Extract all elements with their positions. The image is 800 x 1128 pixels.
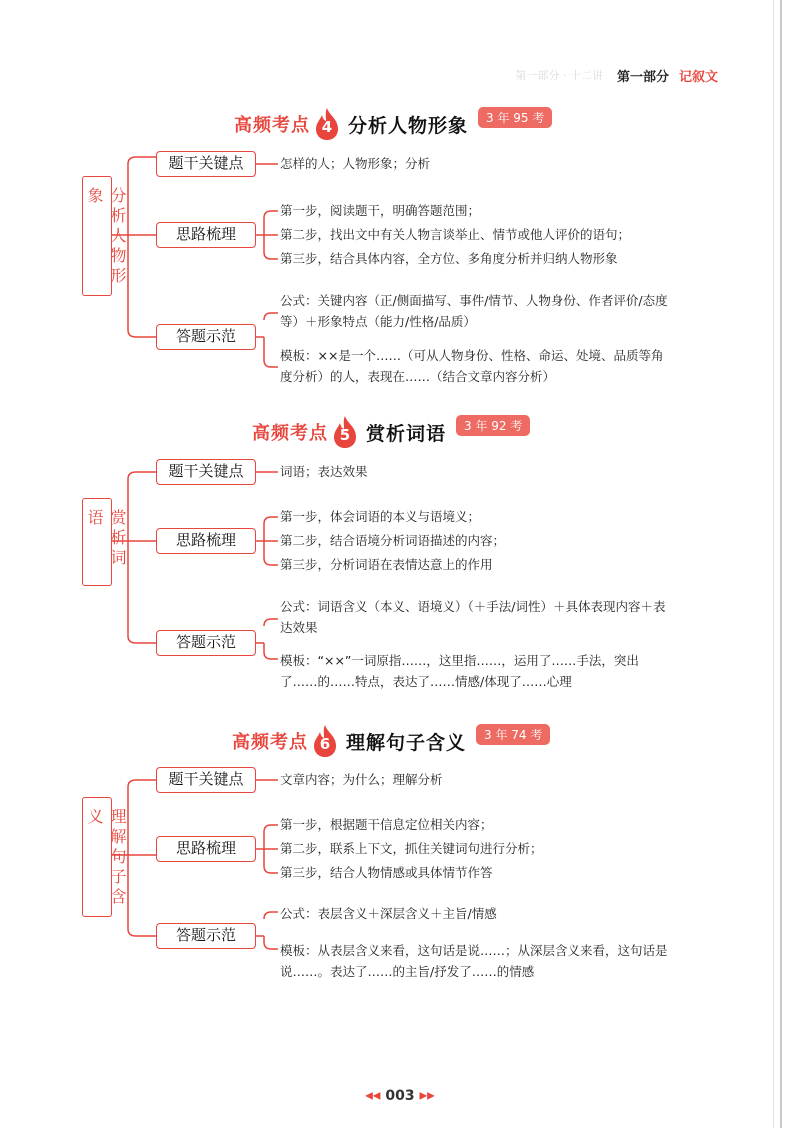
step-3: 第三步，分析词语在表情达意上的作用 <box>280 557 493 572</box>
key-text: 怎样的人；人物形象；分析 <box>280 156 431 171</box>
point-number: 4 <box>321 118 333 136</box>
step-1: 第一步，根据题干信息定位相关内容； <box>280 817 493 832</box>
step-2: 第二步，联系上下文，抓住关键词句进行分析； <box>280 841 543 856</box>
frequency-badge: 3 年 92 考 <box>456 415 530 436</box>
section-title-text: 理解句子含义 <box>346 731 467 754</box>
arrow-left-icon: ◀◀ <box>365 1090 381 1102</box>
high-frequency-label: 高频考点 <box>234 115 310 136</box>
step-3: 第三步，结合人物情感或具体情节作答 <box>280 865 493 880</box>
header-ghost-text: 第一部分 · 十二讲 <box>515 69 603 82</box>
node-key-points: 题干关键点 <box>156 767 256 793</box>
point-number: 6 <box>319 735 331 753</box>
side-label: 理解句子含义 <box>85 808 127 908</box>
step-1: 第一步，体会词语的本义与语境义； <box>280 509 481 524</box>
node-answer-demo: 答题示范 <box>156 324 256 350</box>
node-thinking: 思路梳理 <box>156 528 256 554</box>
header-topic: 记叙文 <box>678 69 718 85</box>
node-key-points: 题干关键点 <box>156 459 256 485</box>
side-label-box <box>82 797 127 917</box>
page-footer <box>0 1088 800 1104</box>
side-label: 分析人物形象 <box>85 187 127 287</box>
arrow-right-icon: ▶▶ <box>419 1090 435 1102</box>
formula-text: 公式：关键内容（正/侧面描写、事件/情节、人物身份、作者评价/态度等）＋形象特点（能力/性格/品质） <box>280 293 668 329</box>
side-label: 赏析词语 <box>85 509 127 569</box>
step-2: 第二步，找出文中有关人物言谈举止、情节或他人评价的语句； <box>280 227 631 242</box>
header-part: 第一部分 <box>616 69 669 85</box>
node-key-points: 题干关键点 <box>156 151 256 177</box>
key-text: 文章内容；为什么；理解分析 <box>280 772 443 787</box>
frequency-badge: 3 年 95 考 <box>478 107 552 128</box>
node-answer-demo: 答题示范 <box>156 630 256 656</box>
step-3: 第三步，结合具体内容，全方位、多角度分析并归纳人物形象 <box>280 251 618 266</box>
section-title-text: 赏析词语 <box>366 422 447 445</box>
node-thinking: 思路梳理 <box>156 222 256 248</box>
step-2: 第二步，结合语境分析词语描述的内容； <box>280 533 506 548</box>
section-title-text: 分析人物形象 <box>348 114 469 137</box>
point-number: 5 <box>339 426 351 444</box>
template-text: 模板：从表层含义来看，这句话是说……；从深层含义来看，这句话是说……。表达了……的主旨/抒发了……的情感 <box>280 943 668 979</box>
frequency-badge: 3 年 74 考 <box>476 724 550 745</box>
key-text: 词语；表达效果 <box>280 464 368 479</box>
step-1: 第一步，阅读题干，明确答题范围； <box>280 203 481 218</box>
high-frequency-label: 高频考点 <box>232 732 308 753</box>
formula-text: 公式：词语含义（本义、语境义）（＋手法/词性）＋具体表现内容＋表达效果 <box>280 599 666 635</box>
node-thinking: 思路梳理 <box>156 836 256 862</box>
page-number: 003 <box>385 1088 415 1104</box>
template-text: 模板：“××”一词原指……，这里指……，运用了……手法，突出了……的……特点，表达了……情感/体现了……心理 <box>280 653 639 689</box>
formula-text: 公式：表层含义＋深层含义＋主旨/情感 <box>280 906 497 921</box>
template-text: 模板：××是一个……（可从人物身份、性格、命运、处境、品质等角度分析）的人，表现在……（结合文章内容分析） <box>280 348 664 384</box>
high-frequency-label: 高频考点 <box>252 423 328 444</box>
node-answer-demo: 答题示范 <box>156 923 256 949</box>
